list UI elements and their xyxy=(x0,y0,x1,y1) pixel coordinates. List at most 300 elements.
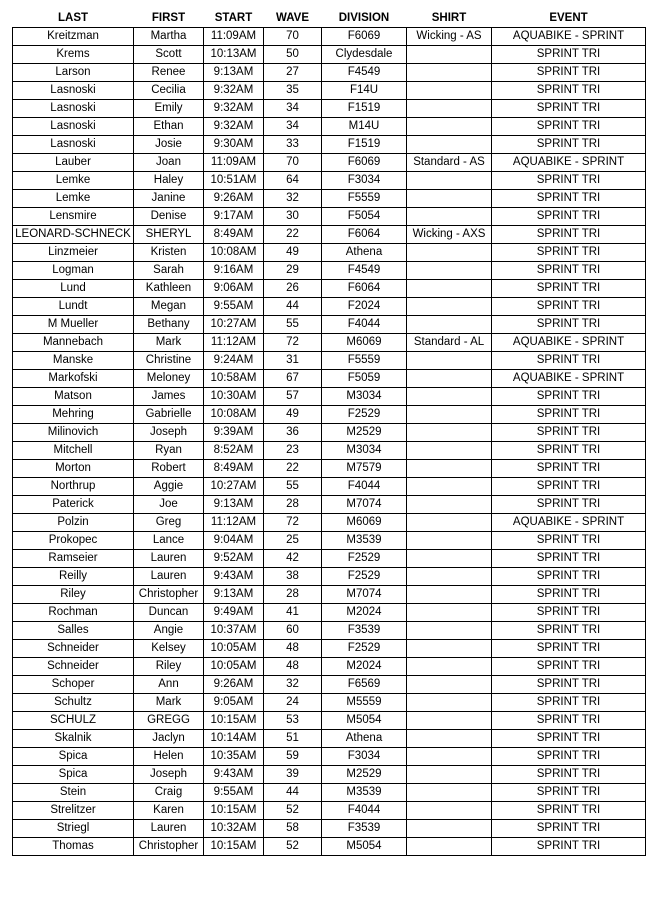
table-row xyxy=(13,478,646,496)
cell-division: F5059 xyxy=(322,370,407,388)
cell-division: M6069 xyxy=(322,334,407,352)
header-wave: WAVE xyxy=(275,11,309,24)
cell-wave: 25 xyxy=(264,532,322,550)
cell-shirt xyxy=(407,532,492,550)
cell-wave: 34 xyxy=(264,118,322,136)
cell-first: Christopher xyxy=(134,586,204,604)
cell-start: 10:37AM xyxy=(204,622,264,640)
cell-first: Janine xyxy=(134,190,204,208)
cell-shirt xyxy=(407,622,492,640)
cell-start: 9:43AM xyxy=(204,568,264,586)
cell-wave: 22 xyxy=(264,226,322,244)
cell-shirt xyxy=(407,550,492,568)
cell-wave: 64 xyxy=(264,172,322,190)
cell-first: James xyxy=(134,388,204,406)
cell-last: Lensmire xyxy=(13,208,134,226)
cell-division: F3539 xyxy=(322,820,407,838)
header-division: DIVISION xyxy=(338,11,390,24)
cell-event: SPRINT TRI xyxy=(492,658,646,676)
cell-first: Riley xyxy=(134,658,204,676)
cell-first: GREGG xyxy=(134,712,204,730)
table-row xyxy=(13,766,646,784)
cell-shirt xyxy=(407,46,492,64)
cell-division: F3539 xyxy=(322,622,407,640)
cell-division: F2529 xyxy=(322,640,407,658)
cell-event: SPRINT TRI xyxy=(492,586,646,604)
table-row xyxy=(13,784,646,802)
cell-division: F3034 xyxy=(322,172,407,190)
cell-division: F1519 xyxy=(322,136,407,154)
cell-last: Strelitzer xyxy=(13,802,134,820)
cell-division: F6569 xyxy=(322,676,407,694)
cell-shirt xyxy=(407,730,492,748)
cell-division: M5054 xyxy=(322,712,407,730)
cell-shirt xyxy=(407,676,492,694)
cell-division: F6069 xyxy=(322,28,407,46)
cell-first: Christopher xyxy=(134,838,204,856)
cell-last: Milinovich xyxy=(13,424,134,442)
header-last: LAST xyxy=(57,11,89,24)
cell-event: SPRINT TRI xyxy=(492,280,646,298)
cell-event: SPRINT TRI xyxy=(492,766,646,784)
cell-shirt xyxy=(407,244,492,262)
cell-division: Clydesdale xyxy=(322,46,407,64)
cell-wave: 32 xyxy=(264,676,322,694)
cell-last: Riley xyxy=(13,586,134,604)
cell-last: Lasnoski xyxy=(13,136,134,154)
cell-wave: 52 xyxy=(264,838,322,856)
cell-last: Lauber xyxy=(13,154,134,172)
cell-shirt xyxy=(407,514,492,532)
cell-shirt xyxy=(407,820,492,838)
cell-event: SPRINT TRI xyxy=(492,442,646,460)
cell-last: Lasnoski xyxy=(13,118,134,136)
cell-first: Ethan xyxy=(134,118,204,136)
cell-wave: 27 xyxy=(264,64,322,82)
cell-first: Kelsey xyxy=(134,640,204,658)
cell-first: Helen xyxy=(134,748,204,766)
cell-start: 9:55AM xyxy=(204,298,264,316)
table-row xyxy=(13,406,646,424)
cell-event: SPRINT TRI xyxy=(492,352,646,370)
cell-wave: 49 xyxy=(264,244,322,262)
table-row xyxy=(13,352,646,370)
cell-shirt xyxy=(407,298,492,316)
cell-last: Lasnoski xyxy=(13,82,134,100)
cell-wave: 41 xyxy=(264,604,322,622)
cell-first: Robert xyxy=(134,460,204,478)
table-row xyxy=(13,388,646,406)
cell-wave: 24 xyxy=(264,694,322,712)
cell-shirt xyxy=(407,388,492,406)
table-row xyxy=(13,802,646,820)
cell-start: 11:09AM xyxy=(204,154,264,172)
cell-event: AQUABIKE - SPRINT xyxy=(492,370,646,388)
cell-last: Lemke xyxy=(13,190,134,208)
cell-wave: 57 xyxy=(264,388,322,406)
table-row xyxy=(13,316,646,334)
cell-start: 8:52AM xyxy=(204,442,264,460)
cell-wave: 51 xyxy=(264,730,322,748)
cell-start: 10:08AM xyxy=(204,406,264,424)
table-row xyxy=(13,586,646,604)
cell-shirt: Wicking - AXS xyxy=(407,226,492,244)
cell-shirt xyxy=(407,586,492,604)
table-row xyxy=(13,640,646,658)
cell-event: SPRINT TRI xyxy=(492,676,646,694)
cell-first: Joe xyxy=(134,496,204,514)
cell-last: Northrup xyxy=(13,478,134,496)
cell-start: 8:49AM xyxy=(204,460,264,478)
cell-event: SPRINT TRI xyxy=(492,406,646,424)
cell-first: Lance xyxy=(134,532,204,550)
cell-event: SPRINT TRI xyxy=(492,784,646,802)
cell-last: Spica xyxy=(13,766,134,784)
cell-start: 10:27AM xyxy=(204,316,264,334)
cell-shirt xyxy=(407,838,492,856)
cell-start: 8:49AM xyxy=(204,226,264,244)
cell-last: Schneider xyxy=(13,658,134,676)
cell-last: Manske xyxy=(13,352,134,370)
cell-first: SHERYL xyxy=(134,226,204,244)
table-row xyxy=(13,136,646,154)
cell-event: SPRINT TRI xyxy=(492,568,646,586)
cell-division: F5559 xyxy=(322,190,407,208)
cell-shirt xyxy=(407,604,492,622)
cell-last: Morton xyxy=(13,460,134,478)
cell-start: 10:51AM xyxy=(204,172,264,190)
header-start: START xyxy=(214,11,253,24)
cell-start: 9:13AM xyxy=(204,586,264,604)
cell-last: Stein xyxy=(13,784,134,802)
table-row xyxy=(13,298,646,316)
cell-event: SPRINT TRI xyxy=(492,226,646,244)
cell-wave: 22 xyxy=(264,460,322,478)
cell-first: Aggie xyxy=(134,478,204,496)
cell-wave: 67 xyxy=(264,370,322,388)
cell-shirt xyxy=(407,406,492,424)
cell-division: M14U xyxy=(322,118,407,136)
cell-start: 9:17AM xyxy=(204,208,264,226)
cell-first: Bethany xyxy=(134,316,204,334)
cell-start: 9:26AM xyxy=(204,190,264,208)
cell-last: Markofski xyxy=(13,370,134,388)
cell-division: M7074 xyxy=(322,586,407,604)
cell-shirt xyxy=(407,118,492,136)
cell-division: M3034 xyxy=(322,442,407,460)
cell-shirt xyxy=(407,352,492,370)
table-row xyxy=(13,748,646,766)
cell-shirt xyxy=(407,694,492,712)
cell-first: Lauren xyxy=(134,568,204,586)
cell-last: Lundt xyxy=(13,298,134,316)
cell-start: 9:49AM xyxy=(204,604,264,622)
table-row xyxy=(13,190,646,208)
cell-wave: 29 xyxy=(264,262,322,280)
cell-start: 9:30AM xyxy=(204,136,264,154)
cell-start: 9:05AM xyxy=(204,694,264,712)
cell-shirt xyxy=(407,766,492,784)
table-row xyxy=(13,370,646,388)
table-row xyxy=(13,28,646,46)
cell-shirt xyxy=(407,136,492,154)
cell-first: Meloney xyxy=(134,370,204,388)
cell-event: SPRINT TRI xyxy=(492,550,646,568)
cell-event: SPRINT TRI xyxy=(492,208,646,226)
table-row xyxy=(13,280,646,298)
table-row xyxy=(13,460,646,478)
cell-start: 11:09AM xyxy=(204,28,264,46)
table-row xyxy=(13,46,646,64)
cell-division: M7074 xyxy=(322,496,407,514)
cell-last: Thomas xyxy=(13,838,134,856)
cell-last: Mannebach xyxy=(13,334,134,352)
table-row xyxy=(13,604,646,622)
cell-first: Duncan xyxy=(134,604,204,622)
cell-event: SPRINT TRI xyxy=(492,388,646,406)
cell-event: SPRINT TRI xyxy=(492,190,646,208)
cell-first: Megan xyxy=(134,298,204,316)
cell-first: Jaclyn xyxy=(134,730,204,748)
cell-start: 9:32AM xyxy=(204,118,264,136)
cell-wave: 50 xyxy=(264,46,322,64)
cell-event: SPRINT TRI xyxy=(492,244,646,262)
cell-wave: 44 xyxy=(264,784,322,802)
cell-first: Sarah xyxy=(134,262,204,280)
cell-first: Greg xyxy=(134,514,204,532)
cell-first: Christine xyxy=(134,352,204,370)
cell-last: Polzin xyxy=(13,514,134,532)
table-row xyxy=(13,64,646,82)
table-row xyxy=(13,262,646,280)
cell-first: Mark xyxy=(134,334,204,352)
cell-event: SPRINT TRI xyxy=(492,424,646,442)
cell-division: F6064 xyxy=(322,226,407,244)
cell-event: AQUABIKE - SPRINT xyxy=(492,28,646,46)
table-row xyxy=(13,694,646,712)
cell-shirt xyxy=(407,802,492,820)
cell-start: 10:32AM xyxy=(204,820,264,838)
cell-start: 9:13AM xyxy=(204,64,264,82)
cell-shirt xyxy=(407,172,492,190)
cell-event: SPRINT TRI xyxy=(492,100,646,118)
cell-start: 10:05AM xyxy=(204,658,264,676)
cell-division: F4044 xyxy=(322,316,407,334)
cell-start: 10:30AM xyxy=(204,388,264,406)
cell-shirt xyxy=(407,496,492,514)
table-row xyxy=(13,550,646,568)
cell-division: F4549 xyxy=(322,262,407,280)
cell-first: Gabrielle xyxy=(134,406,204,424)
cell-first: Joseph xyxy=(134,424,204,442)
cell-first: Denise xyxy=(134,208,204,226)
cell-wave: 59 xyxy=(264,748,322,766)
header-first: FIRST xyxy=(151,11,186,24)
cell-start: 9:32AM xyxy=(204,82,264,100)
cell-start: 10:14AM xyxy=(204,730,264,748)
cell-last: Lasnoski xyxy=(13,100,134,118)
cell-first: Kristen xyxy=(134,244,204,262)
table-row xyxy=(13,676,646,694)
cell-division: F4549 xyxy=(322,64,407,82)
cell-wave: 28 xyxy=(264,496,322,514)
cell-division: M2024 xyxy=(322,658,407,676)
cell-first: Mark xyxy=(134,694,204,712)
cell-last: Prokopec xyxy=(13,532,134,550)
header-row xyxy=(13,8,646,28)
cell-start: 9:32AM xyxy=(204,100,264,118)
cell-division: M5559 xyxy=(322,694,407,712)
cell-shirt xyxy=(407,100,492,118)
cell-shirt xyxy=(407,190,492,208)
cell-first: Joseph xyxy=(134,766,204,784)
cell-event: AQUABIKE - SPRINT xyxy=(492,154,646,172)
cell-wave: 35 xyxy=(264,82,322,100)
cell-start: 9:39AM xyxy=(204,424,264,442)
cell-shirt xyxy=(407,460,492,478)
cell-last: Logman xyxy=(13,262,134,280)
cell-start: 9:24AM xyxy=(204,352,264,370)
cell-first: Angie xyxy=(134,622,204,640)
cell-last: SCHULZ xyxy=(13,712,134,730)
cell-start: 10:35AM xyxy=(204,748,264,766)
cell-event: AQUABIKE - SPRINT xyxy=(492,514,646,532)
cell-wave: 70 xyxy=(264,154,322,172)
cell-shirt: Wicking - AS xyxy=(407,28,492,46)
cell-start: 10:15AM xyxy=(204,838,264,856)
cell-event: SPRINT TRI xyxy=(492,802,646,820)
table-row xyxy=(13,424,646,442)
cell-start: 9:16AM xyxy=(204,262,264,280)
cell-wave: 55 xyxy=(264,316,322,334)
cell-division: F14U xyxy=(322,82,407,100)
cell-division: Athena xyxy=(322,244,407,262)
table-row xyxy=(13,154,646,172)
cell-wave: 36 xyxy=(264,424,322,442)
cell-last: LEONARD-SCHNECK xyxy=(13,226,134,244)
cell-shirt xyxy=(407,316,492,334)
cell-event: SPRINT TRI xyxy=(492,46,646,64)
cell-division: M7579 xyxy=(322,460,407,478)
cell-division: M2529 xyxy=(322,424,407,442)
cell-shirt xyxy=(407,478,492,496)
cell-shirt xyxy=(407,280,492,298)
table-row xyxy=(13,532,646,550)
cell-wave: 58 xyxy=(264,820,322,838)
roster-table xyxy=(12,8,646,856)
cell-first: Haley xyxy=(134,172,204,190)
cell-event: SPRINT TRI xyxy=(492,64,646,82)
cell-shirt xyxy=(407,748,492,766)
cell-first: Joan xyxy=(134,154,204,172)
cell-first: Ann xyxy=(134,676,204,694)
cell-last: Lund xyxy=(13,280,134,298)
table-row xyxy=(13,820,646,838)
cell-event: AQUABIKE - SPRINT xyxy=(492,334,646,352)
cell-division: F1519 xyxy=(322,100,407,118)
cell-last: Rochman xyxy=(13,604,134,622)
cell-last: Paterick xyxy=(13,496,134,514)
header-event: EVENT xyxy=(549,11,588,24)
cell-start: 11:12AM xyxy=(204,334,264,352)
cell-last: Striegl xyxy=(13,820,134,838)
cell-division: M3034 xyxy=(322,388,407,406)
cell-last: Linzmeier xyxy=(13,244,134,262)
cell-shirt xyxy=(407,442,492,460)
cell-start: 10:08AM xyxy=(204,244,264,262)
cell-event: SPRINT TRI xyxy=(492,694,646,712)
cell-wave: 32 xyxy=(264,190,322,208)
cell-division: F2529 xyxy=(322,406,407,424)
cell-wave: 44 xyxy=(264,298,322,316)
cell-event: SPRINT TRI xyxy=(492,820,646,838)
cell-last: Salles xyxy=(13,622,134,640)
cell-event: SPRINT TRI xyxy=(492,532,646,550)
cell-division: F4044 xyxy=(322,478,407,496)
cell-last: Mitchell xyxy=(13,442,134,460)
cell-first: Ryan xyxy=(134,442,204,460)
cell-wave: 55 xyxy=(264,478,322,496)
cell-start: 9:06AM xyxy=(204,280,264,298)
cell-division: F6064 xyxy=(322,280,407,298)
cell-last: M Mueller xyxy=(13,316,134,334)
cell-first: Lauren xyxy=(134,550,204,568)
cell-start: 10:05AM xyxy=(204,640,264,658)
table-row xyxy=(13,100,646,118)
table-row xyxy=(13,622,646,640)
cell-wave: 26 xyxy=(264,280,322,298)
cell-start: 9:43AM xyxy=(204,766,264,784)
cell-wave: 52 xyxy=(264,802,322,820)
cell-division: F2024 xyxy=(322,298,407,316)
cell-wave: 33 xyxy=(264,136,322,154)
cell-start: 10:13AM xyxy=(204,46,264,64)
cell-first: Scott xyxy=(134,46,204,64)
cell-wave: 38 xyxy=(264,568,322,586)
cell-last: Reilly xyxy=(13,568,134,586)
cell-wave: 53 xyxy=(264,712,322,730)
cell-division: F6069 xyxy=(322,154,407,172)
table-row xyxy=(13,118,646,136)
cell-event: SPRINT TRI xyxy=(492,136,646,154)
cell-event: SPRINT TRI xyxy=(492,316,646,334)
cell-last: Schultz xyxy=(13,694,134,712)
cell-event: SPRINT TRI xyxy=(492,82,646,100)
cell-wave: 70 xyxy=(264,28,322,46)
cell-event: SPRINT TRI xyxy=(492,478,646,496)
cell-shirt xyxy=(407,658,492,676)
cell-event: SPRINT TRI xyxy=(492,730,646,748)
cell-wave: 28 xyxy=(264,586,322,604)
cell-shirt: Standard - AL xyxy=(407,334,492,352)
table-row xyxy=(13,208,646,226)
cell-division: M2529 xyxy=(322,766,407,784)
cell-division: M3539 xyxy=(322,784,407,802)
cell-last: Schoper xyxy=(13,676,134,694)
cell-last: Krems xyxy=(13,46,134,64)
cell-first: Renee xyxy=(134,64,204,82)
cell-division: M5054 xyxy=(322,838,407,856)
cell-shirt xyxy=(407,64,492,82)
table-row xyxy=(13,226,646,244)
cell-first: Cecilia xyxy=(134,82,204,100)
cell-event: SPRINT TRI xyxy=(492,838,646,856)
cell-division: F2529 xyxy=(322,550,407,568)
cell-event: SPRINT TRI xyxy=(492,712,646,730)
cell-shirt xyxy=(407,712,492,730)
cell-division: F2529 xyxy=(322,568,407,586)
cell-division: M6069 xyxy=(322,514,407,532)
